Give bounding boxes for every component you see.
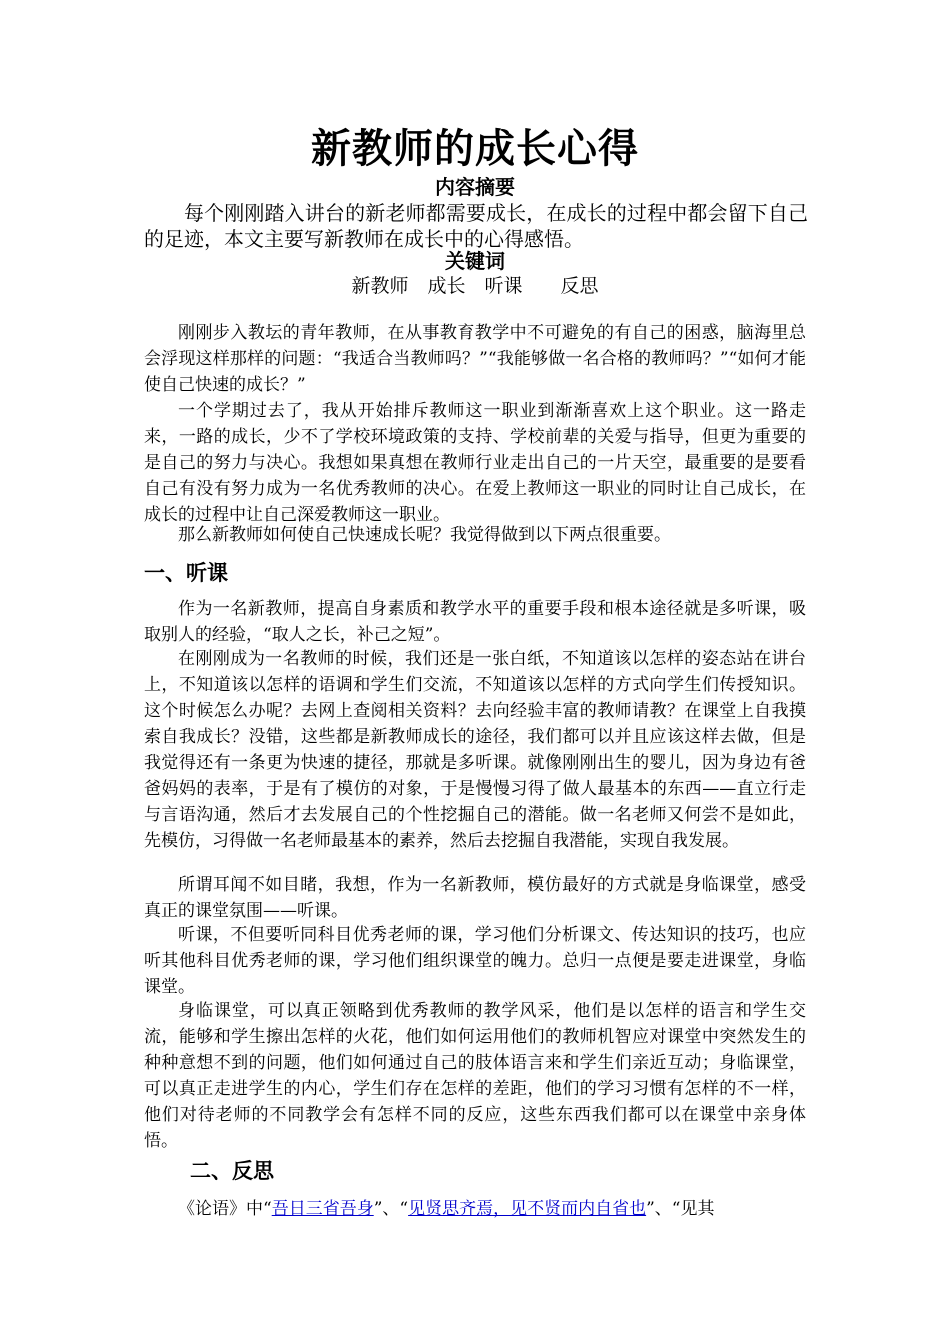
section1-paragraph-1: 作为一名新教师，提高自身素质和教学水平的重要手段和根本途径就是多听课，吸取别人的经验，“取人之长，补己之短”。 <box>144 599 806 645</box>
section1-paragraph-5: 身临课堂，可以真正领略到优秀教师的教学风采，他们是以怎样的语言和学生交流，能够和学生擦出怎样的火花，他们如何运用他们的教师机智应对课堂中突然发生的种种意想不到的问题，他们如何通过自己的肢体语言来和学生们亲近互动；身临课堂，可以真正走进学生的内心，学生们存在怎样的差距，他们的学习习惯有怎样的不一样，他们对待老师的不同教学会有怎样不同的反应，这些东西我们都可以在课堂中亲身体悟。 <box>144 1001 806 1151</box>
abstract-heading: 内容摘要 <box>435 175 515 199</box>
intro-paragraph-1: 刚刚步入教坛的青年教师，在从事教育教学中不可避免的有自己的困惑，脑海里总会浮现这样那样的问题：“我适合当教师吗？”“我能够做一名合格的教师吗？”“如何才能使自己快速的成长？” <box>144 323 806 395</box>
section-heading-2: 二、反思 <box>190 1159 274 1183</box>
link-jian-xian-si-qi[interactable]: 见贤思齐焉，见不贤而内自省也 <box>408 1199 647 1219</box>
section2-first-line <box>144 1196 806 1222</box>
keywords-list: 新教师 成长 听课 反思 <box>351 275 599 297</box>
section1-paragraph-3: 所谓耳闻不如目睹，我想，作为一名新教师，模仿最好的方式就是身临课堂，感受真正的课堂氛围——听课。 <box>144 875 806 921</box>
abstract-text: 每个刚刚踏入讲台的新老师都需要成长，在成长的过程中都会留下自己的足迹，本文主要写新教师在成长中的心得感悟。 <box>144 201 808 251</box>
section-heading-1: 一、听课 <box>144 561 228 585</box>
document-title: 新教师的成长心得 <box>311 126 639 172</box>
keywords-heading: 关键词 <box>445 249 505 273</box>
line-text-3: ”、“见其 <box>646 1199 715 1219</box>
intro-paragraph-3: 那么新教师如何使自己快速成长呢？我觉得做到以下两点很重要。 <box>178 525 671 545</box>
section1-paragraph-2: 在刚刚成为一名教师的时候，我们还是一张白纸，不知道该以怎样的姿态站在讲台上，不知道该以怎样的语调和学生们交流，不知道该以怎样的方式向学生们传授知识。这个时候怎么办呢？去网上查阅相关资料？去向经验丰富的教师请教？在课堂上自我摸索自我成长？没错，这些都是新教师成长的途径，我们都可以并且应该这样去做，但是我觉得还有一条更为快速的捷径，那就是多听课。就像刚刚出生的婴儿，因为身边有爸爸妈妈的表率，于是有了模仿的对象，于是慢慢习得了做人最基本的东西——直立行走与言语沟通，然后才去发展自己的个性挖掘自己的潜能。做一名老师又何尝不是如此，先模仿，习得做一名老师最基本的素养，然后去挖掘自我潜能，实现自我发展。 <box>144 649 806 851</box>
link-wu-ri-san-xing[interactable]: 吾日三省吾身 <box>271 1199 374 1219</box>
line-text-1: 《论语》中“ <box>178 1199 272 1219</box>
line-text-2: ”、“ <box>373 1199 409 1219</box>
intro-paragraph-2: 一个学期过去了，我从开始排斥教师这一职业到渐渐喜欢上这个职业。这一路走来，一路的成长，少不了学校环境政策的支持、学校前辈的关爱与指导，但更为重要的是自己的努力与决心。我想如果真想在教师行业走出自己的一片天空，最重要的是要看自己有没有努力成为一名优秀教师的决心。在爱上教师这一职业的同时让自己成长，在成长的过程中让自己深爱教师这一职业。 <box>144 401 806 525</box>
section1-paragraph-4: 听课，不但要听同科目优秀老师的课，学习他们分析课文、传达知识的技巧，也应听其他科目优秀老师的课，学习他们组织课堂的魄力。总归一点便是要走进课堂，身临课堂。 <box>144 925 806 997</box>
